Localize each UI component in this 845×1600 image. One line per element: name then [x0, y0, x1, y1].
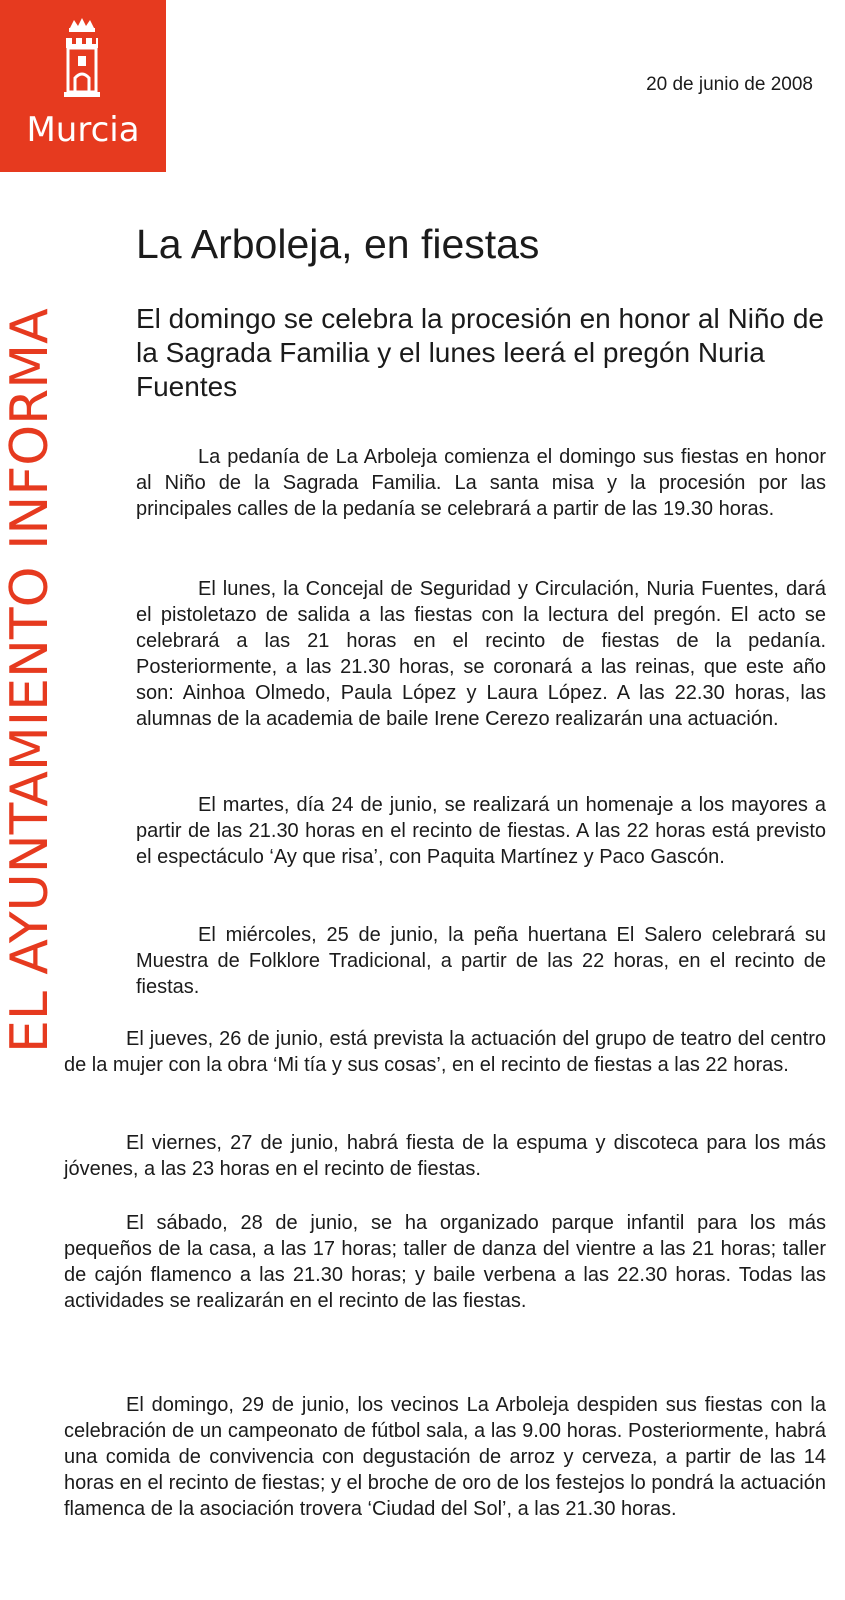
paragraph-6: El viernes, 27 de junio, habrá fiesta de la espuma y discoteca para los más jóvenes, a las 23 horas en el recinto de fiestas.: [64, 1132, 826, 1180]
paragraph-1: La pedanía de La Arboleja comienza el domingo sus fiestas en honor al Niño de la Sagrada Familia. La santa misa y la procesión por las principales calles de la pedanía se celebrará a partir de las 19.30 horas.: [136, 446, 826, 520]
paragraph-8: El domingo, 29 de junio, los vecinos La Arboleja despiden sus fiestas con la celebración de un campeonato de fútbol sala, a las 9.00 horas. Posteriormente, habrá una comida de convivencia con degustación de arroz y cerveza, a partir de las 14 horas en el recinto de fiestas; y el broche de oro de los festejos lo pondrá la actuación flamenca de la asociación trovera ‘Ciudad del Sol’, a las 21.30 horas.: [64, 1394, 826, 1520]
press-release-date: 20 de junio de 2008: [646, 74, 813, 95]
paragraph-3: El martes, día 24 de junio, se realizará un homenaje a los mayores a partir de las 21.30 horas en el recinto de fiestas. A las 22 horas está previsto el espectáculo ‘Ay que risa’, con Paquita Martínez y Paco Gascón.: [136, 794, 826, 868]
paragraph-5: El jueves, 26 de junio, está prevista la actuación del grupo de teatro del centro de la mujer con la obra ‘Mi tía y sus cosas’, en el recinto de fiestas a las 22 horas.: [64, 1028, 826, 1076]
murcia-logo: [0, 0, 166, 172]
paragraph-4: El miércoles, 25 de junio, la peña huertana El Salero celebrará su Muestra de Folklore Tradicional, a partir de las 22 horas, en el recinto de fiestas.: [136, 924, 826, 998]
paragraph-2: El lunes, la Concejal de Seguridad y Circulación, Nuria Fuentes, dará el pistoletazo de salida a las fiestas con la lectura del pregón. El acto se celebrará a las 21 horas en el recinto de fiestas de la pedanía. Posteriormente, a las 21.30 horas, se coronará a las reinas, que este año son: Ainhoa Olmedo, Paula López y Laura López. A las 22.30 horas, las alumnas de la academia de baile Irene Cerezo realizarán una actuación.: [136, 578, 826, 730]
banner-text: EL AYUNTAMIENTO INFORMA: [0, 308, 60, 1053]
page-title: La Arboleja, en fiestas: [136, 221, 540, 267]
paragraph-7: El sábado, 28 de junio, se ha organizado parque infantil para los más pequeños de la casa, a las 17 horas; taller de danza del vientre a las 21 horas; taller de cajón flamenco a las 21.30 horas; y baile verbena a las 22.30 horas. Todas las actividades se realizarán en el recinto de las fiestas.: [64, 1212, 826, 1312]
logo-wordmark: Murcia: [26, 110, 140, 150]
tower-crest-icon: [52, 14, 112, 104]
page-subtitle: El domingo se celebra la procesión en honor al Niño de la Sagrada Familia y el lunes leerá el pregón Nuria Fuentes: [136, 303, 824, 402]
